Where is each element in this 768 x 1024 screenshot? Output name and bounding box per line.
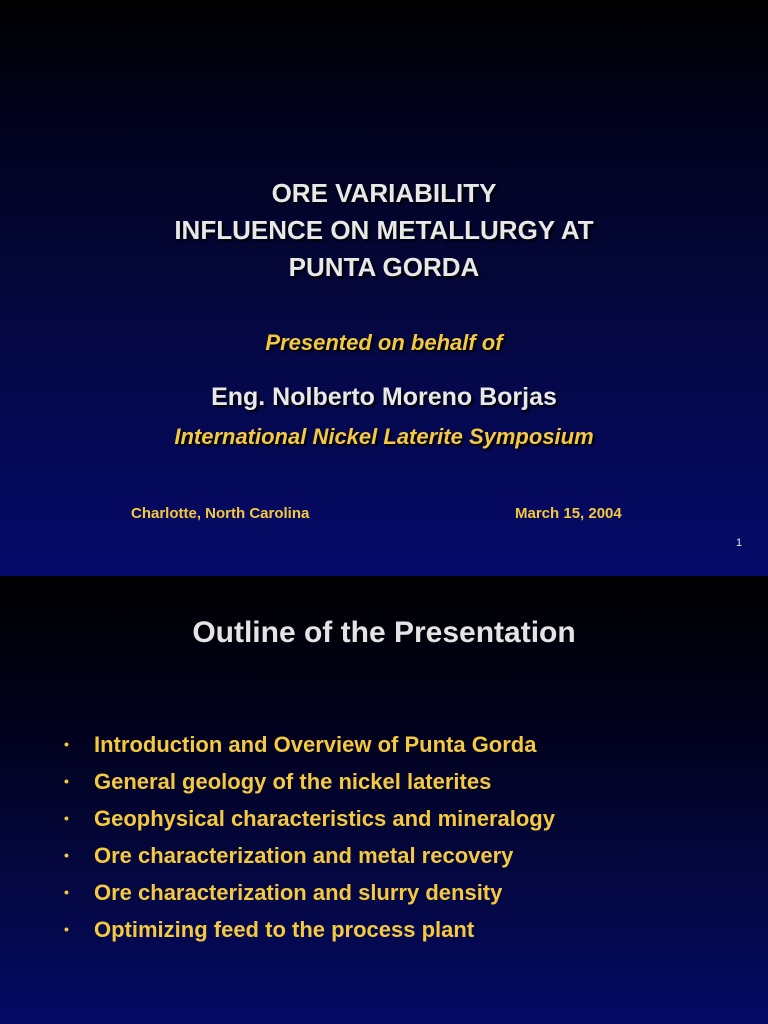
list-item-text: Ore characterization and metal recovery xyxy=(94,843,514,868)
outline-slide xyxy=(0,576,768,1024)
event-location: Charlotte, North Carolina xyxy=(131,505,310,522)
title-line-1: ORE VARIABILITY xyxy=(271,178,497,208)
event-date: March 15, 2004 xyxy=(515,505,622,522)
slide-title xyxy=(0,175,768,286)
bullet-icon: • xyxy=(64,773,69,789)
list-item-text: Optimizing feed to the process plant xyxy=(94,917,475,942)
title-line-2: INFLUENCE ON METALLURGY AT xyxy=(174,215,594,245)
outline-title: Outline of the Presentation xyxy=(192,616,576,649)
presenter-name: Eng. Nolberto Moreno Borjas xyxy=(211,383,557,411)
list-item-text: General geology of the nickel laterites xyxy=(94,769,492,794)
list-item-text: Ore characterization and slurry density xyxy=(94,880,503,905)
list-item-text: Introduction and Overview of Punta Gorda xyxy=(94,732,537,757)
event-name: International Nickel Laterite Symposium xyxy=(174,424,594,449)
page-number: 1 xyxy=(736,537,743,549)
presented-on-behalf-label: Presented on behalf of xyxy=(265,330,503,355)
title-line-3: PUNTA GORDA xyxy=(288,252,480,282)
bullet-icon: • xyxy=(64,847,69,863)
list-item-text: Geophysical characteristics and mineralogy xyxy=(94,806,555,831)
bullet-icon: • xyxy=(64,736,69,752)
bullet-icon: • xyxy=(64,810,69,826)
bullet-icon: • xyxy=(64,884,69,900)
bullet-icon: • xyxy=(64,921,69,937)
